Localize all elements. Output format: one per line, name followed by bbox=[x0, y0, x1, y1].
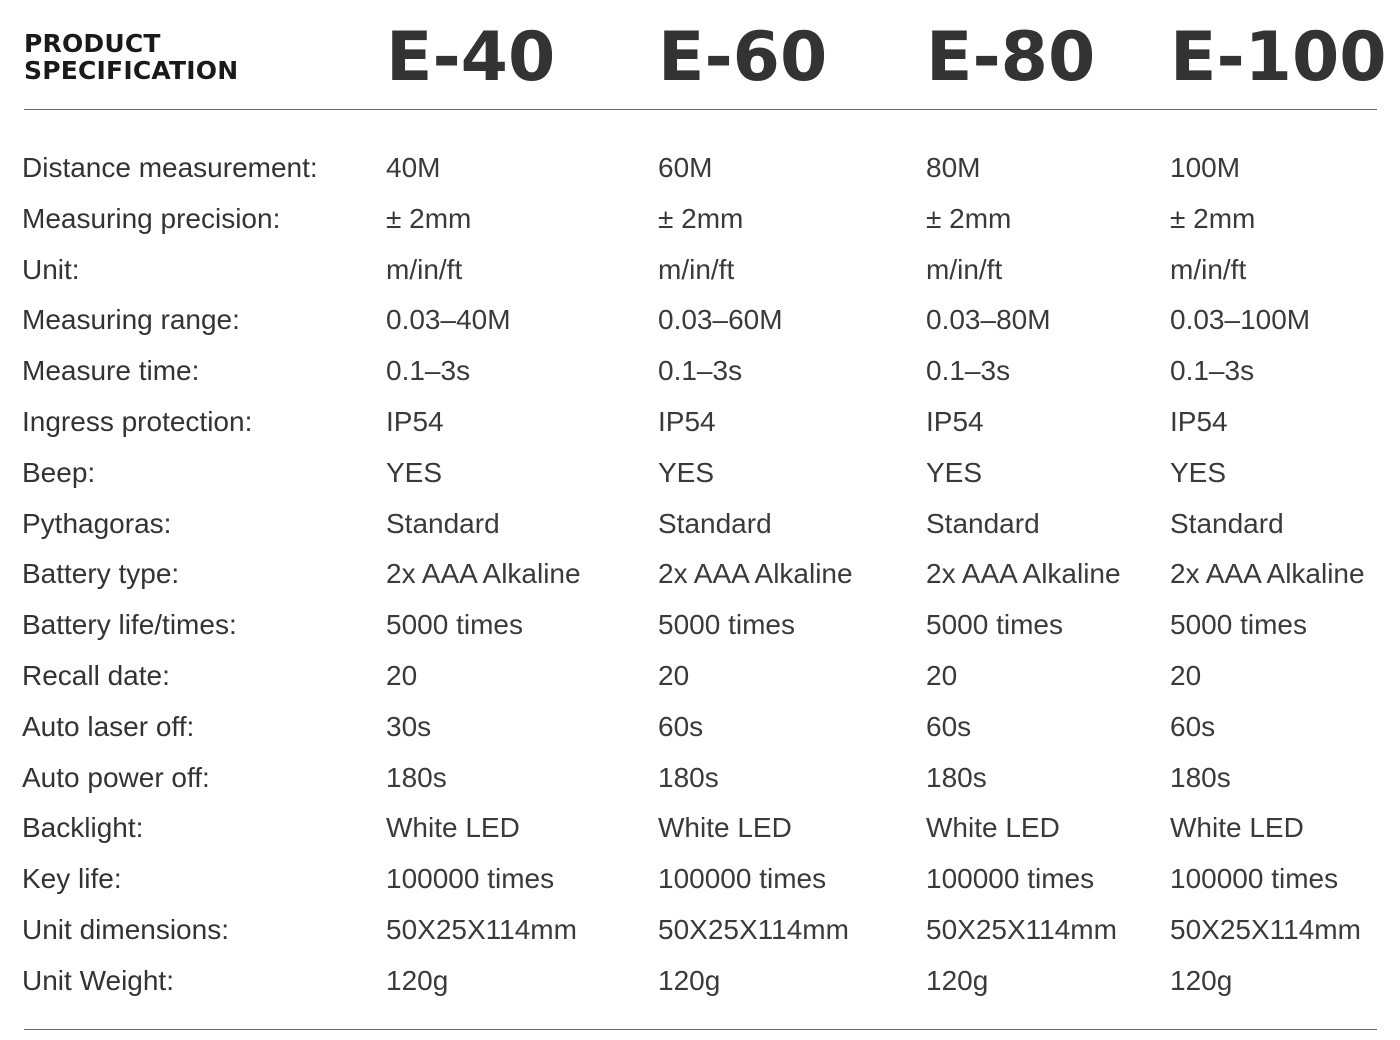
spec-row bbox=[0, 345, 1400, 396]
spec-label: Battery type: bbox=[22, 558, 180, 590]
spec-row bbox=[0, 599, 1400, 650]
spec-value-e40: 2x AAA Alkaline bbox=[386, 558, 581, 590]
spec-value-e100: 5000 times bbox=[1170, 609, 1307, 641]
spec-value-e40: 5000 times bbox=[386, 609, 523, 641]
spec-row bbox=[0, 955, 1400, 1006]
spec-label: Ingress protection: bbox=[22, 406, 253, 437]
spec-row bbox=[0, 904, 1400, 955]
spec-value-e60: White LED bbox=[658, 812, 792, 844]
spec-value-e100: 20 bbox=[1170, 660, 1202, 691]
spec-value-e40: IP54 bbox=[386, 406, 444, 437]
spec-label: Beep: bbox=[22, 456, 96, 488]
spec-label: Measuring precision: bbox=[22, 202, 281, 234]
spec-row bbox=[0, 498, 1400, 549]
spec-value-e60: m/in/ft bbox=[658, 253, 735, 285]
spec-value-e100: 180s bbox=[1170, 761, 1231, 793]
spec-label: Pythagoras: bbox=[22, 507, 172, 539]
model-heading-e40: E-40 bbox=[386, 18, 556, 97]
spec-value-e60: 50X25X114mm bbox=[658, 914, 849, 945]
spec-value-e100: White LED bbox=[1170, 812, 1304, 844]
spec-label: Unit Weight: bbox=[22, 964, 174, 996]
page-title-line-1: PRODUCT bbox=[24, 29, 161, 58]
spec-row bbox=[0, 447, 1400, 498]
spec-value-e100: 100000 times bbox=[1170, 863, 1339, 895]
spec-value-e80: YES bbox=[926, 456, 983, 488]
spec-value-e100: Standard bbox=[1170, 507, 1284, 539]
spec-value-e80: Standard bbox=[926, 507, 1040, 539]
spec-value-e100: 100M bbox=[1170, 152, 1241, 183]
spec-row bbox=[0, 752, 1400, 803]
spec-value-e100: m/in/ft bbox=[1170, 253, 1247, 285]
spec-label: Backlight: bbox=[22, 812, 144, 844]
spec-value-e80: 20 bbox=[926, 660, 958, 691]
spec-value-e80: ± 2mm bbox=[926, 202, 1012, 234]
spec-row bbox=[0, 802, 1400, 853]
spec-label: Measure time: bbox=[22, 355, 200, 387]
spec-value-e80: 50X25X114mm bbox=[926, 914, 1117, 945]
spec-value-e60: Standard bbox=[658, 507, 772, 539]
page-title bbox=[24, 30, 238, 84]
spec-row bbox=[0, 396, 1400, 447]
spec-value-e80: 180s bbox=[926, 761, 987, 793]
spec-row bbox=[0, 650, 1400, 701]
spec-value-e40: m/in/ft bbox=[386, 253, 463, 285]
spec-value-e60: 100000 times bbox=[658, 863, 827, 895]
spec-value-e80: IP54 bbox=[926, 406, 984, 437]
spec-value-e60: IP54 bbox=[658, 406, 716, 437]
spec-value-e60: 0.03–60M bbox=[658, 304, 783, 336]
spec-value-e40: ± 2mm bbox=[386, 202, 472, 234]
spec-value-e60: 60s bbox=[658, 710, 704, 742]
model-heading-e60: E-60 bbox=[658, 18, 828, 97]
spec-row bbox=[0, 853, 1400, 904]
spec-value-e60: 60M bbox=[658, 152, 713, 183]
spec-value-e100: 120g bbox=[1170, 964, 1233, 996]
spec-value-e60: 20 bbox=[658, 660, 690, 691]
spec-value-e80: 5000 times bbox=[926, 609, 1063, 641]
spec-label: Unit: bbox=[22, 253, 80, 285]
spec-value-e100: IP54 bbox=[1170, 406, 1228, 437]
model-heading-e80: E-80 bbox=[926, 18, 1096, 97]
spec-value-e80: 60s bbox=[926, 710, 972, 742]
spec-value-e40: YES bbox=[386, 456, 443, 488]
spec-value-e80: 0.1–3s bbox=[926, 355, 1011, 387]
spec-label: Auto laser off: bbox=[22, 710, 195, 742]
footer-divider bbox=[24, 1029, 1377, 1030]
spec-value-e60: 2x AAA Alkaline bbox=[658, 558, 853, 590]
spec-label: Battery life/times: bbox=[22, 609, 237, 641]
spec-row bbox=[0, 244, 1400, 295]
spec-value-e40: 40M bbox=[386, 152, 441, 183]
spec-value-e100: YES bbox=[1170, 456, 1227, 488]
spec-value-e40: 50X25X114mm bbox=[386, 914, 577, 945]
spec-value-e40: 180s bbox=[386, 761, 447, 793]
spec-value-e40: White LED bbox=[386, 812, 520, 844]
header-divider bbox=[24, 109, 1377, 110]
spec-value-e100: 50X25X114mm bbox=[1170, 914, 1361, 945]
spec-value-e80: White LED bbox=[926, 812, 1060, 844]
spec-value-e60: 0.1–3s bbox=[658, 355, 743, 387]
spec-value-e40: Standard bbox=[386, 507, 500, 539]
spec-value-e40: 0.1–3s bbox=[386, 355, 471, 387]
spec-value-e100: 0.03–100M bbox=[1170, 304, 1311, 336]
spec-row bbox=[0, 142, 1400, 193]
spec-label: Measuring range: bbox=[22, 304, 240, 336]
spec-label: Key life: bbox=[22, 863, 122, 895]
spec-label: Recall date: bbox=[22, 660, 170, 691]
spec-row bbox=[0, 548, 1400, 599]
spec-value-e40: 0.03–40M bbox=[386, 304, 511, 336]
spec-value-e60: ± 2mm bbox=[658, 202, 744, 234]
spec-label: Auto power off: bbox=[22, 761, 210, 793]
spec-value-e100: 0.1–3s bbox=[1170, 355, 1255, 387]
spec-value-e100: ± 2mm bbox=[1170, 202, 1256, 234]
spec-value-e60: 120g bbox=[658, 964, 721, 996]
spec-row bbox=[0, 294, 1400, 345]
spec-value-e100: 60s bbox=[1170, 710, 1216, 742]
spec-value-e60: 180s bbox=[658, 761, 719, 793]
spec-value-e80: m/in/ft bbox=[926, 253, 1003, 285]
spec-value-e60: 5000 times bbox=[658, 609, 795, 641]
spec-label: Unit dimensions: bbox=[22, 914, 229, 945]
spec-value-e40: 120g bbox=[386, 964, 449, 996]
spec-row bbox=[0, 193, 1400, 244]
spec-value-e80: 0.03–80M bbox=[926, 304, 1051, 336]
page-title-line-2: SPECIFICATION bbox=[24, 56, 239, 85]
spec-label: Distance measurement: bbox=[22, 152, 318, 183]
spec-value-e40: 30s bbox=[386, 710, 432, 742]
spec-value-e80: 2x AAA Alkaline bbox=[926, 558, 1121, 590]
spec-value-e80: 80M bbox=[926, 152, 981, 183]
spec-value-e100: 2x AAA Alkaline bbox=[1170, 558, 1365, 590]
spec-value-e80: 120g bbox=[926, 964, 989, 996]
spec-value-e80: 100000 times bbox=[926, 863, 1095, 895]
spec-value-e60: YES bbox=[658, 456, 715, 488]
spec-value-e40: 100000 times bbox=[386, 863, 555, 895]
spec-row bbox=[0, 701, 1400, 752]
spec-value-e40: 20 bbox=[386, 660, 418, 691]
model-heading-e100: E-100 bbox=[1170, 18, 1387, 97]
